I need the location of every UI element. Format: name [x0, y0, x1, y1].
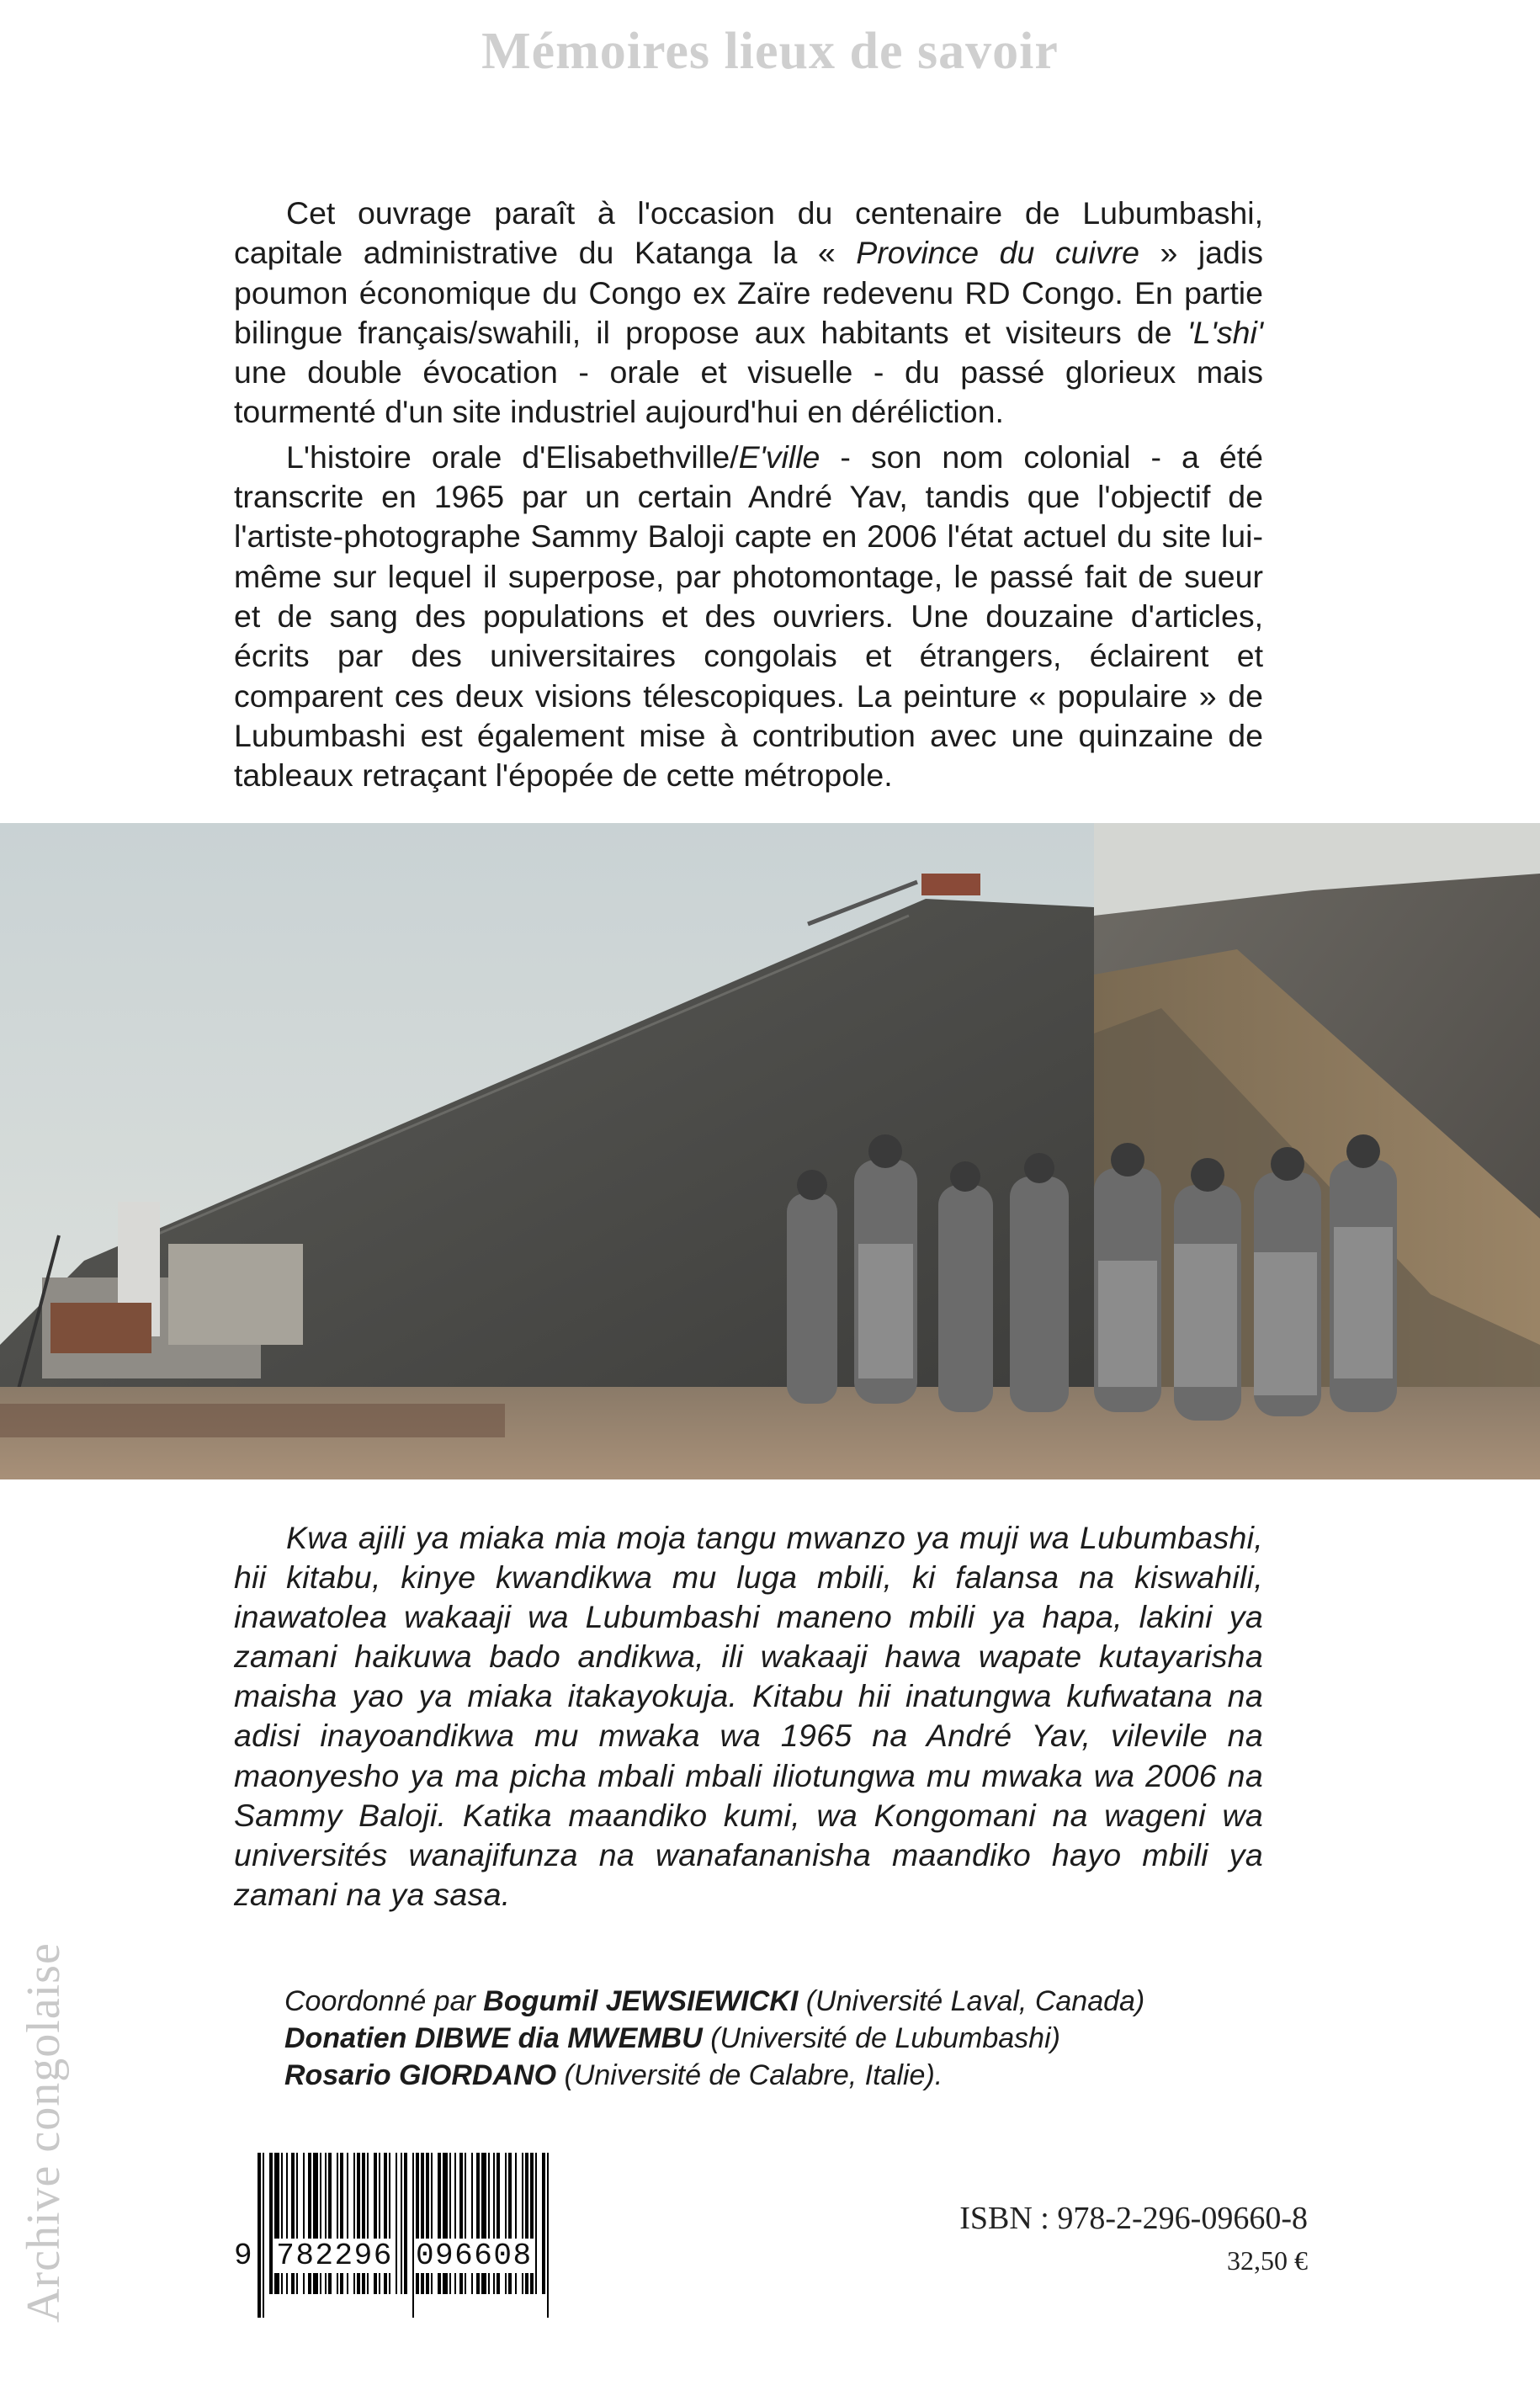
credit-line-2: Donatien DIBWE dia MWEMBU (Université de Lubumbashi) [284, 2022, 1060, 2054]
swahili-summary [234, 1518, 1263, 1915]
barcode-digits: 9 782296 096608 [234, 2239, 533, 2273]
credit-line-1: Coordonné par Bogumil JEWSIEWICKI (Université Laval, Canada) [284, 1985, 1145, 2017]
series-collection-label: Archive congolaise [18, 1942, 70, 2323]
barcode-bar [412, 2153, 414, 2318]
blurb-paragraph-2: L'histoire orale d'Elisabethville/E'ville - son nom colonial - a été transcrite en 1965 par un certain André Yav, tandis que l'objectif de l'artiste-photographe Sammy Baloji capte en 2006 l'état actuel du site lui-même sur lequel il superpose, par photomontage, le passé fait de sueur et de sang des populations et des ouvriers. Une douzaine d'articles, écrits par des universitaires congolais et étrangers, éclairent et comparent ces deux visions télescopiques. La peinture « populaire » de Lubumbashi est également mise à contribution avec une quinzaine de tableaux retraçant l'épopée de cette métropole. [234, 438, 1263, 794]
blurb-paragraph-1: Cet ouvrage paraît à l'occasion du centenaire de Lubumbashi, capitale administrative du Katanga la « Province du cuivre » jadis poumon économique du Congo ex Zaïre redevenu RD Congo. En partie bilingue français/swahili, il propose aux habitants et visiteurs de 'L'shi' une double évocation - orale et visuelle - du passé glorieux mais tourmenté d'un site industriel aujourd'hui en déréliction. [234, 195, 1263, 430]
barcode-bar [263, 2153, 264, 2318]
barcode-bar [547, 2153, 549, 2318]
price: 32,50 € [1227, 2245, 1308, 2276]
barcode-graphic [252, 2153, 555, 2321]
editors-credits [284, 1983, 1144, 2094]
swahili-paragraph: Kwa ajili ya miaka mia moja tangu mwanzo ya muji wa Lubumbashi, hii kitabu, kinye kwandikwa mu luga mbili, ki falansa na kiswahili, inawatolea wakaaji wa Lubumbashi maneno mbili ya hapa, lakini ya zamani haikuwa bado andikwa, ili wakaaji hawa wapate kutayarisha maisha yao ya miaka itakayokuja. Kitabu hii inatungwa kufwatana na adisi inayoandikwa mu mwaka wa 1965 na André Yav, vilevile na maonyesho ya ma picha mbali mbali iliotungwa mu mwaka wa 2006 na Sammy Baloji. Katika maandiko kumi, wa Kongomani na wageni wa universités wanajifunza na wanafananisha maandiko hayo mbili ya zamani na ya sasa. [234, 1520, 1263, 1912]
series-title: Mémoires lieux de savoir [481, 23, 1059, 80]
barcode-bar [258, 2153, 261, 2318]
french-blurb [234, 194, 1263, 795]
credit-line-3: Rosario GIORDANO (Université de Calabre, Italie). [284, 2059, 943, 2091]
isbn-number: ISBN : 978-2-296-09660-8 [959, 2201, 1308, 2236]
cover-photomontage [0, 823, 1540, 1479]
